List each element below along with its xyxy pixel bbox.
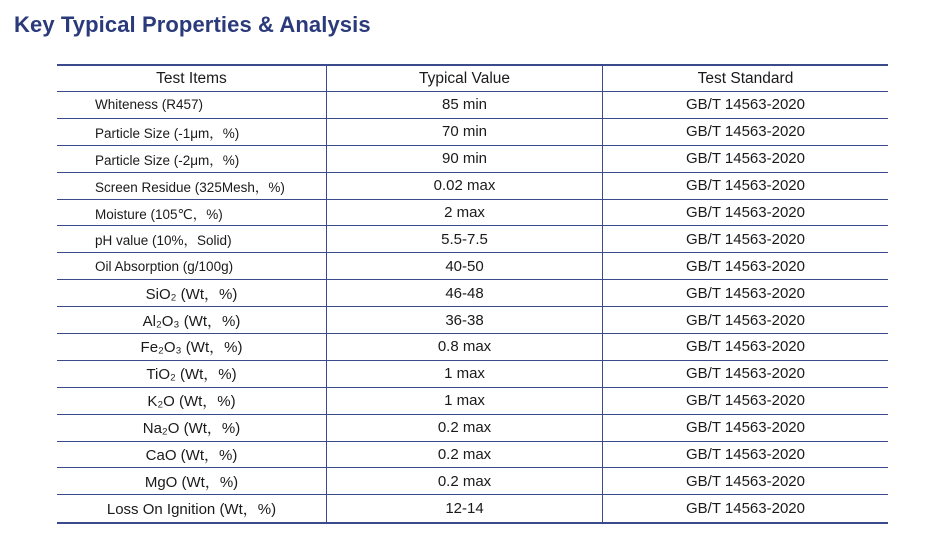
cell-typical-value: 36-38	[327, 307, 603, 333]
cell-test-item: Moisture (105℃，%)	[57, 200, 327, 226]
cell-test-item: Oil Absorption (g/100g)	[57, 253, 327, 279]
table-row	[57, 173, 888, 200]
cell-test-item: Particle Size (-1μm，%)	[57, 119, 327, 145]
header-test-items: Test Items	[57, 66, 327, 91]
cell-test-item: TiO₂ (Wt，%)	[57, 361, 327, 387]
cell-test-item: Loss On Ignition (Wt，%)	[57, 495, 327, 522]
cell-test-standard: GB/T 14563-2020	[686, 284, 805, 302]
cell-test-standard: GB/T 14563-2020	[686, 150, 805, 168]
cell-typical-value: 1 max	[327, 361, 603, 387]
cell-test-standard: GB/T 14563-2020	[686, 177, 805, 195]
cell-test-item: pH value (10%，Solid)	[57, 226, 327, 252]
cell-test-standard: GB/T 14563-2020	[686, 392, 805, 410]
header-typical-value: Typical Value	[327, 66, 603, 91]
cell-test-item: CaO (Wt，%)	[57, 442, 327, 468]
table-row	[57, 226, 888, 253]
cell-typical-value: 0.2 max	[327, 468, 603, 494]
cell-test-item: Al₂O₃ (Wt，%)	[57, 307, 327, 333]
table-row	[57, 442, 888, 469]
cell-typical-value: 0.02 max	[327, 173, 603, 199]
cell-test-standard: GB/T 14563-2020	[686, 472, 805, 490]
table-row	[57, 253, 888, 280]
cell-typical-value: 70 min	[327, 119, 603, 145]
cell-typical-value: 0.2 max	[327, 415, 603, 441]
cell-typical-value: 40-50	[327, 253, 603, 279]
cell-typical-value: 0.2 max	[327, 442, 603, 468]
cell-test-item: K₂O (Wt，%)	[57, 388, 327, 414]
table-header-row	[57, 66, 888, 92]
cell-test-standard: GB/T 14563-2020	[686, 500, 805, 518]
table-row	[57, 307, 888, 334]
header-test-standard: Test Standard	[697, 69, 794, 87]
table-row	[57, 92, 888, 119]
cell-test-standard: GB/T 14563-2020	[686, 230, 805, 248]
table-row	[57, 388, 888, 415]
table-row	[57, 415, 888, 442]
cell-typical-value: 85 min	[327, 92, 603, 118]
cell-test-standard: GB/T 14563-2020	[686, 446, 805, 464]
cell-test-standard: GB/T 14563-2020	[686, 96, 805, 114]
table-row	[57, 146, 888, 173]
table-row	[57, 495, 888, 522]
cell-test-standard: GB/T 14563-2020	[686, 365, 805, 383]
cell-typical-value: 1 max	[327, 388, 603, 414]
table-body	[57, 92, 888, 522]
cell-typical-value: 90 min	[327, 146, 603, 172]
cell-typical-value: 2 max	[327, 200, 603, 226]
cell-typical-value: 5.5-7.5	[327, 226, 603, 252]
table-row	[57, 334, 888, 361]
table-row	[57, 361, 888, 388]
cell-test-standard: GB/T 14563-2020	[686, 257, 805, 275]
table-row	[57, 200, 888, 227]
cell-test-item: SiO₂ (Wt，%)	[57, 280, 327, 306]
cell-typical-value: 46-48	[327, 280, 603, 306]
cell-test-item: Screen Residue (325Mesh，%)	[57, 173, 327, 199]
cell-typical-value: 0.8 max	[327, 334, 603, 360]
table-row	[57, 119, 888, 146]
cell-test-standard: GB/T 14563-2020	[686, 338, 805, 356]
table-row	[57, 280, 888, 307]
cell-test-standard: GB/T 14563-2020	[686, 204, 805, 221]
cell-test-item: Fe₂O₃ (Wt，%)	[57, 334, 327, 360]
cell-typical-value: 12-14	[327, 495, 603, 522]
cell-test-standard: GB/T 14563-2020	[686, 123, 805, 141]
cell-test-standard: GB/T 14563-2020	[686, 311, 805, 329]
properties-table	[57, 64, 888, 524]
cell-test-item: Particle Size (-2μm，%)	[57, 146, 327, 172]
cell-test-item: MgO (Wt，%)	[57, 468, 327, 494]
page-title: Key Typical Properties & Analysis	[14, 12, 371, 37]
cell-test-item: Na₂O (Wt，%)	[57, 415, 327, 441]
cell-test-standard: GB/T 14563-2020	[686, 419, 805, 437]
cell-test-item: Whiteness (R457)	[57, 92, 327, 118]
table-row	[57, 468, 888, 495]
